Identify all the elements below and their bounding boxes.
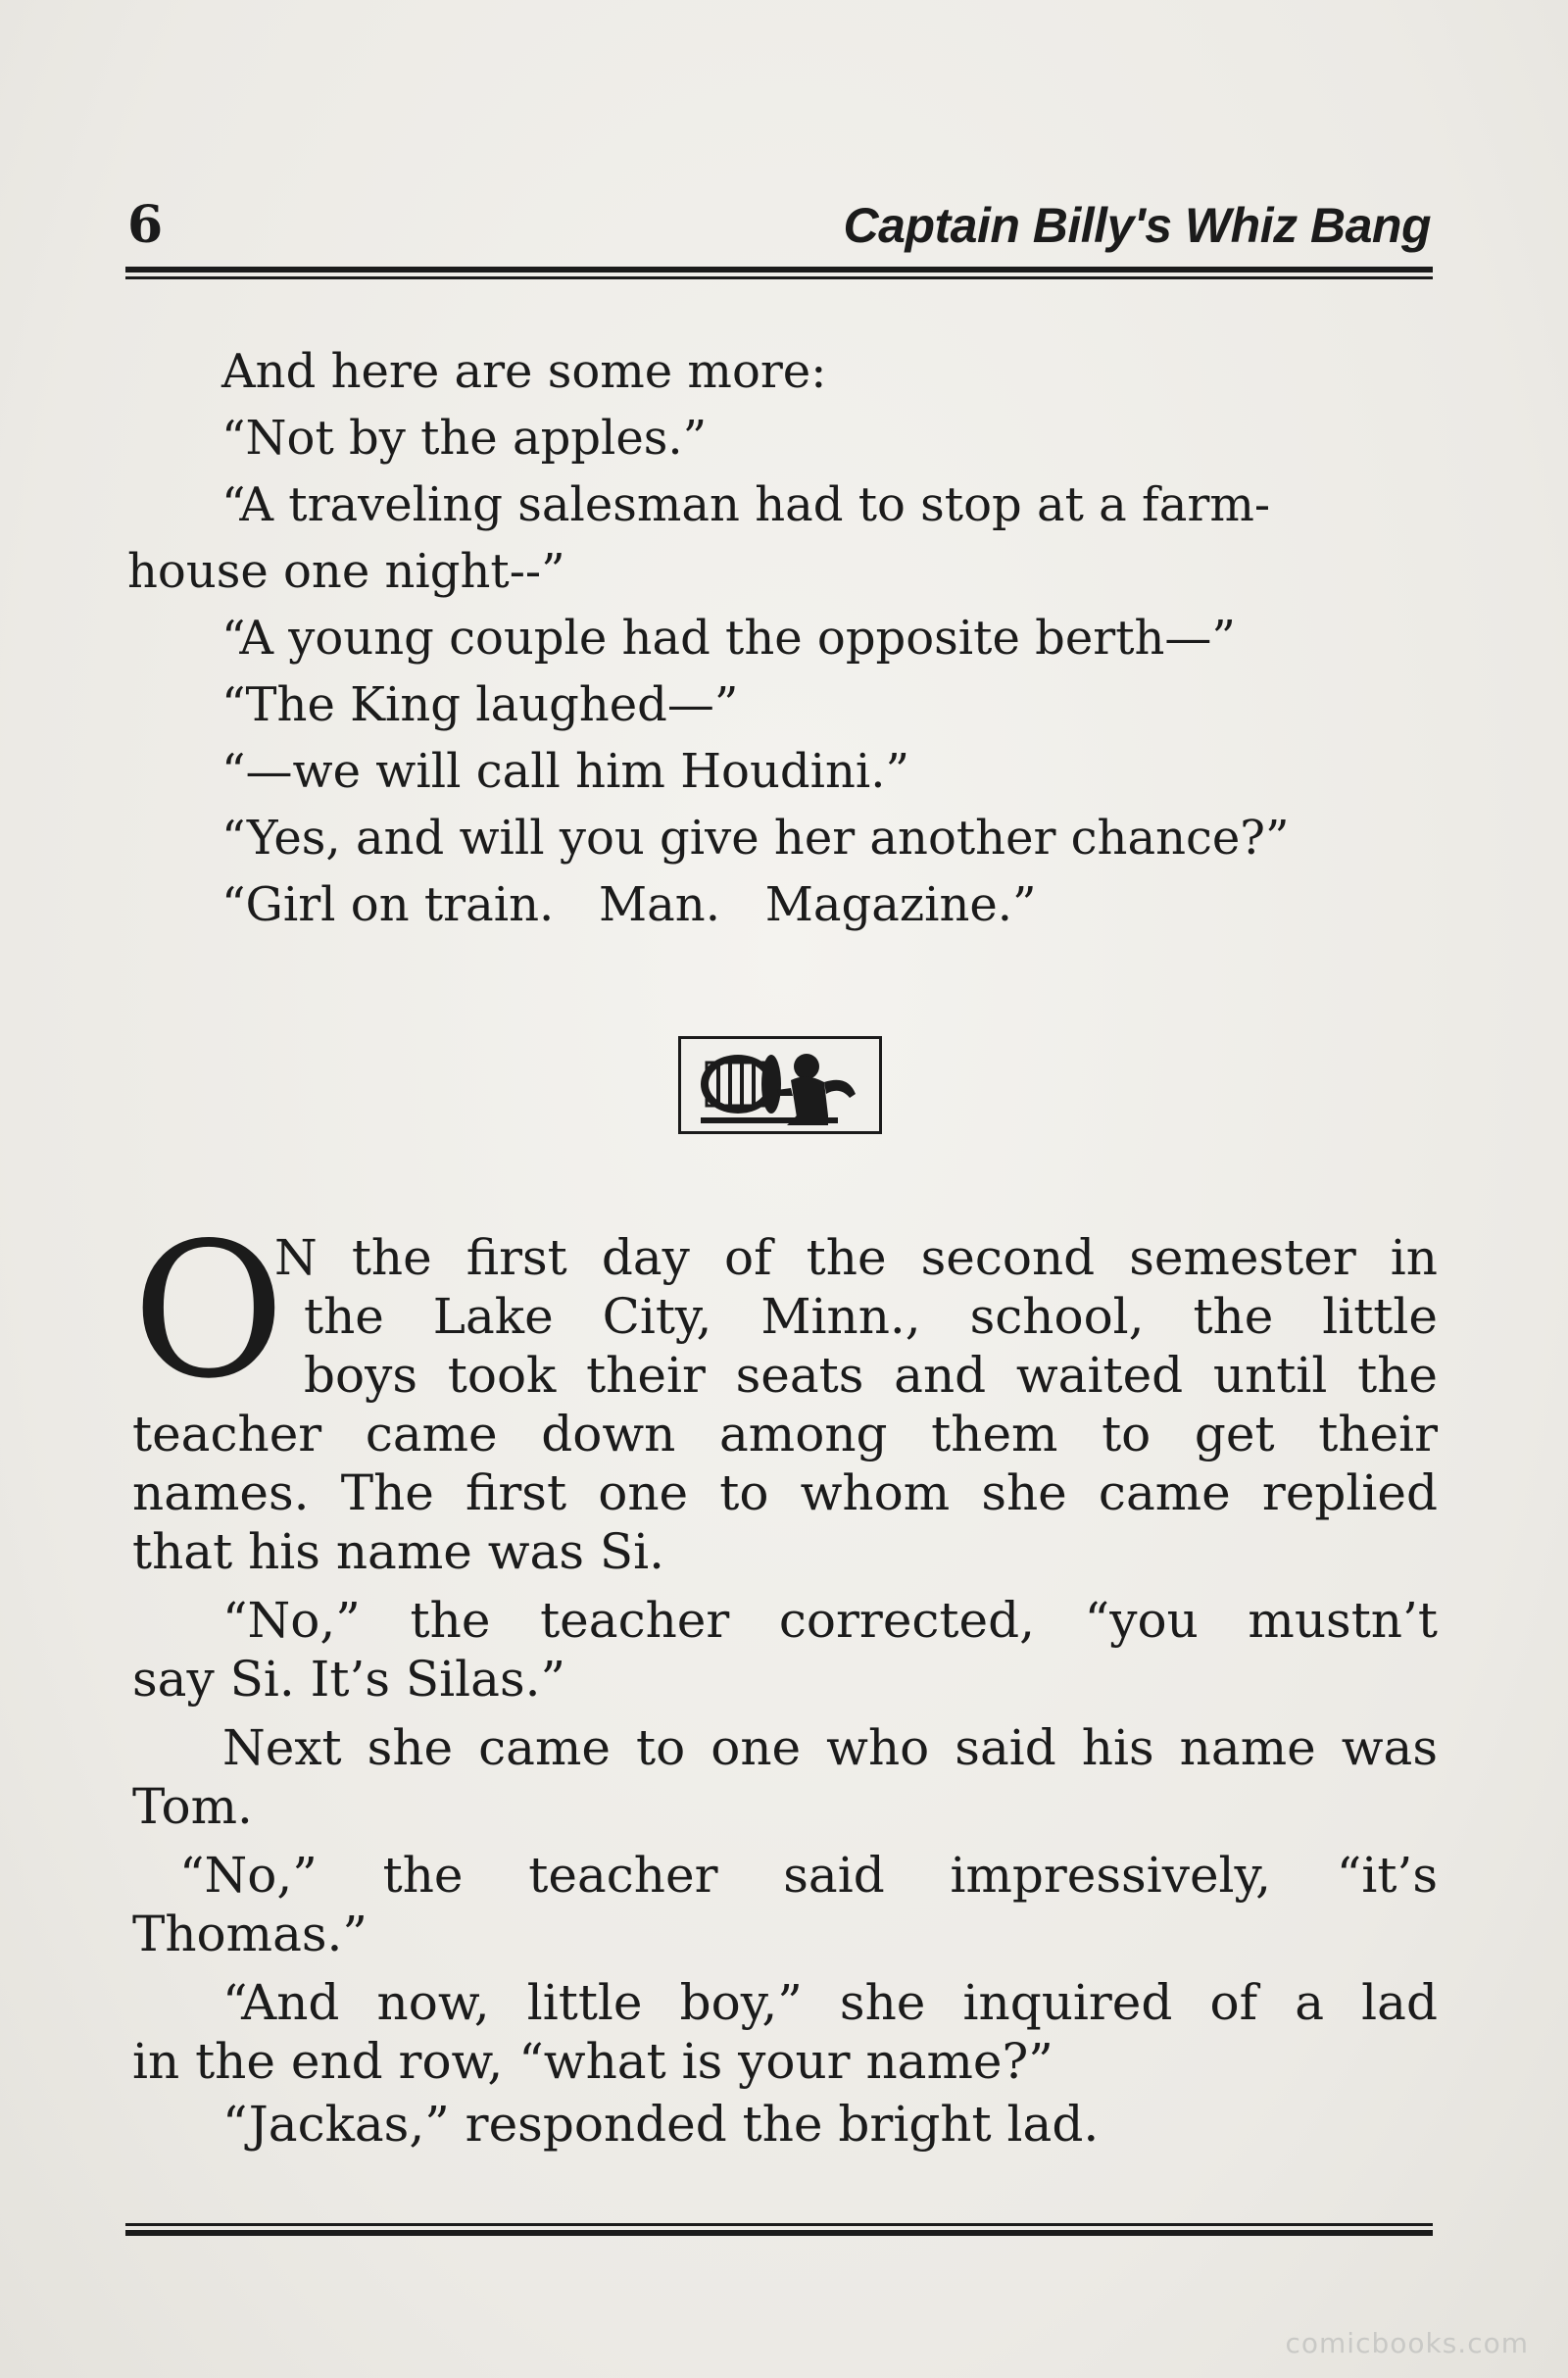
joke-line: “—we will call him Houdini.” (221, 744, 909, 799)
story-line: names. The first one to whom she came replied (132, 1464, 1438, 1521)
story-line: Tom. (132, 1778, 253, 1835)
jokes-intro: And here are some more: (221, 344, 827, 399)
story-line: Next she came to one who said his name was (222, 1719, 1438, 1776)
joke-line: “Yes, and will you give her another chance?” (221, 811, 1290, 866)
header-rule (125, 267, 1433, 279)
page-header (127, 194, 1431, 263)
joke-line: “A young couple had the opposite berth—” (221, 611, 1236, 666)
joke-line: “Not by the apples.” (221, 411, 708, 466)
story-line: boys took their seats and waited until the (304, 1347, 1438, 1404)
story-line: say Si. It’s Silas.” (132, 1651, 566, 1708)
joke-line: house one night--” (127, 544, 565, 599)
footer-rule (125, 2223, 1433, 2236)
barrel-vignette-illustration (678, 1036, 882, 1134)
story-line: “No,” the teacher said impressively, “it’s (179, 1847, 1438, 1904)
jokes-section (127, 338, 1437, 938)
paragraph (132, 2095, 1438, 2154)
paragraph (132, 1591, 1438, 1709)
paragraph (132, 1718, 1438, 1836)
joke-line: “A traveling salesman had to stop at a farm- (221, 477, 1271, 532)
page-number: 6 (127, 195, 164, 255)
story-section (132, 1203, 1438, 2154)
paragraph (132, 1846, 1438, 1963)
story-line: “No,” the teacher corrected, “you mustn’t (222, 1592, 1438, 1649)
drop-cap: O (132, 1203, 285, 1419)
running-title: Captain Billy's Whiz Bang (843, 198, 1431, 253)
paragraph (132, 1973, 1438, 2091)
joke-line: “The King laughed—” (221, 677, 739, 732)
story-line: “Jackas,” responded the bright lad. (222, 2096, 1100, 2153)
watermark: comicbooks.com (1285, 2327, 1529, 2359)
story-line: the Lake City, Minn., school, the little (304, 1288, 1438, 1345)
story-line: that his name was Si. (132, 1523, 665, 1580)
story-line: in the end row, “what is your name?” (132, 2033, 1054, 2090)
joke-line: “Girl on train. Man. Magazine.” (221, 877, 1037, 932)
barrel-drinker-icon (681, 1039, 879, 1131)
story-line: Thomas.” (132, 1906, 368, 1962)
story-line: teacher came down among them to get their (132, 1406, 1438, 1462)
story-line: “And now, little boy,” she inquired of a lad (222, 1974, 1438, 2031)
story-line: N the first day of the second semester in (274, 1229, 1438, 1286)
